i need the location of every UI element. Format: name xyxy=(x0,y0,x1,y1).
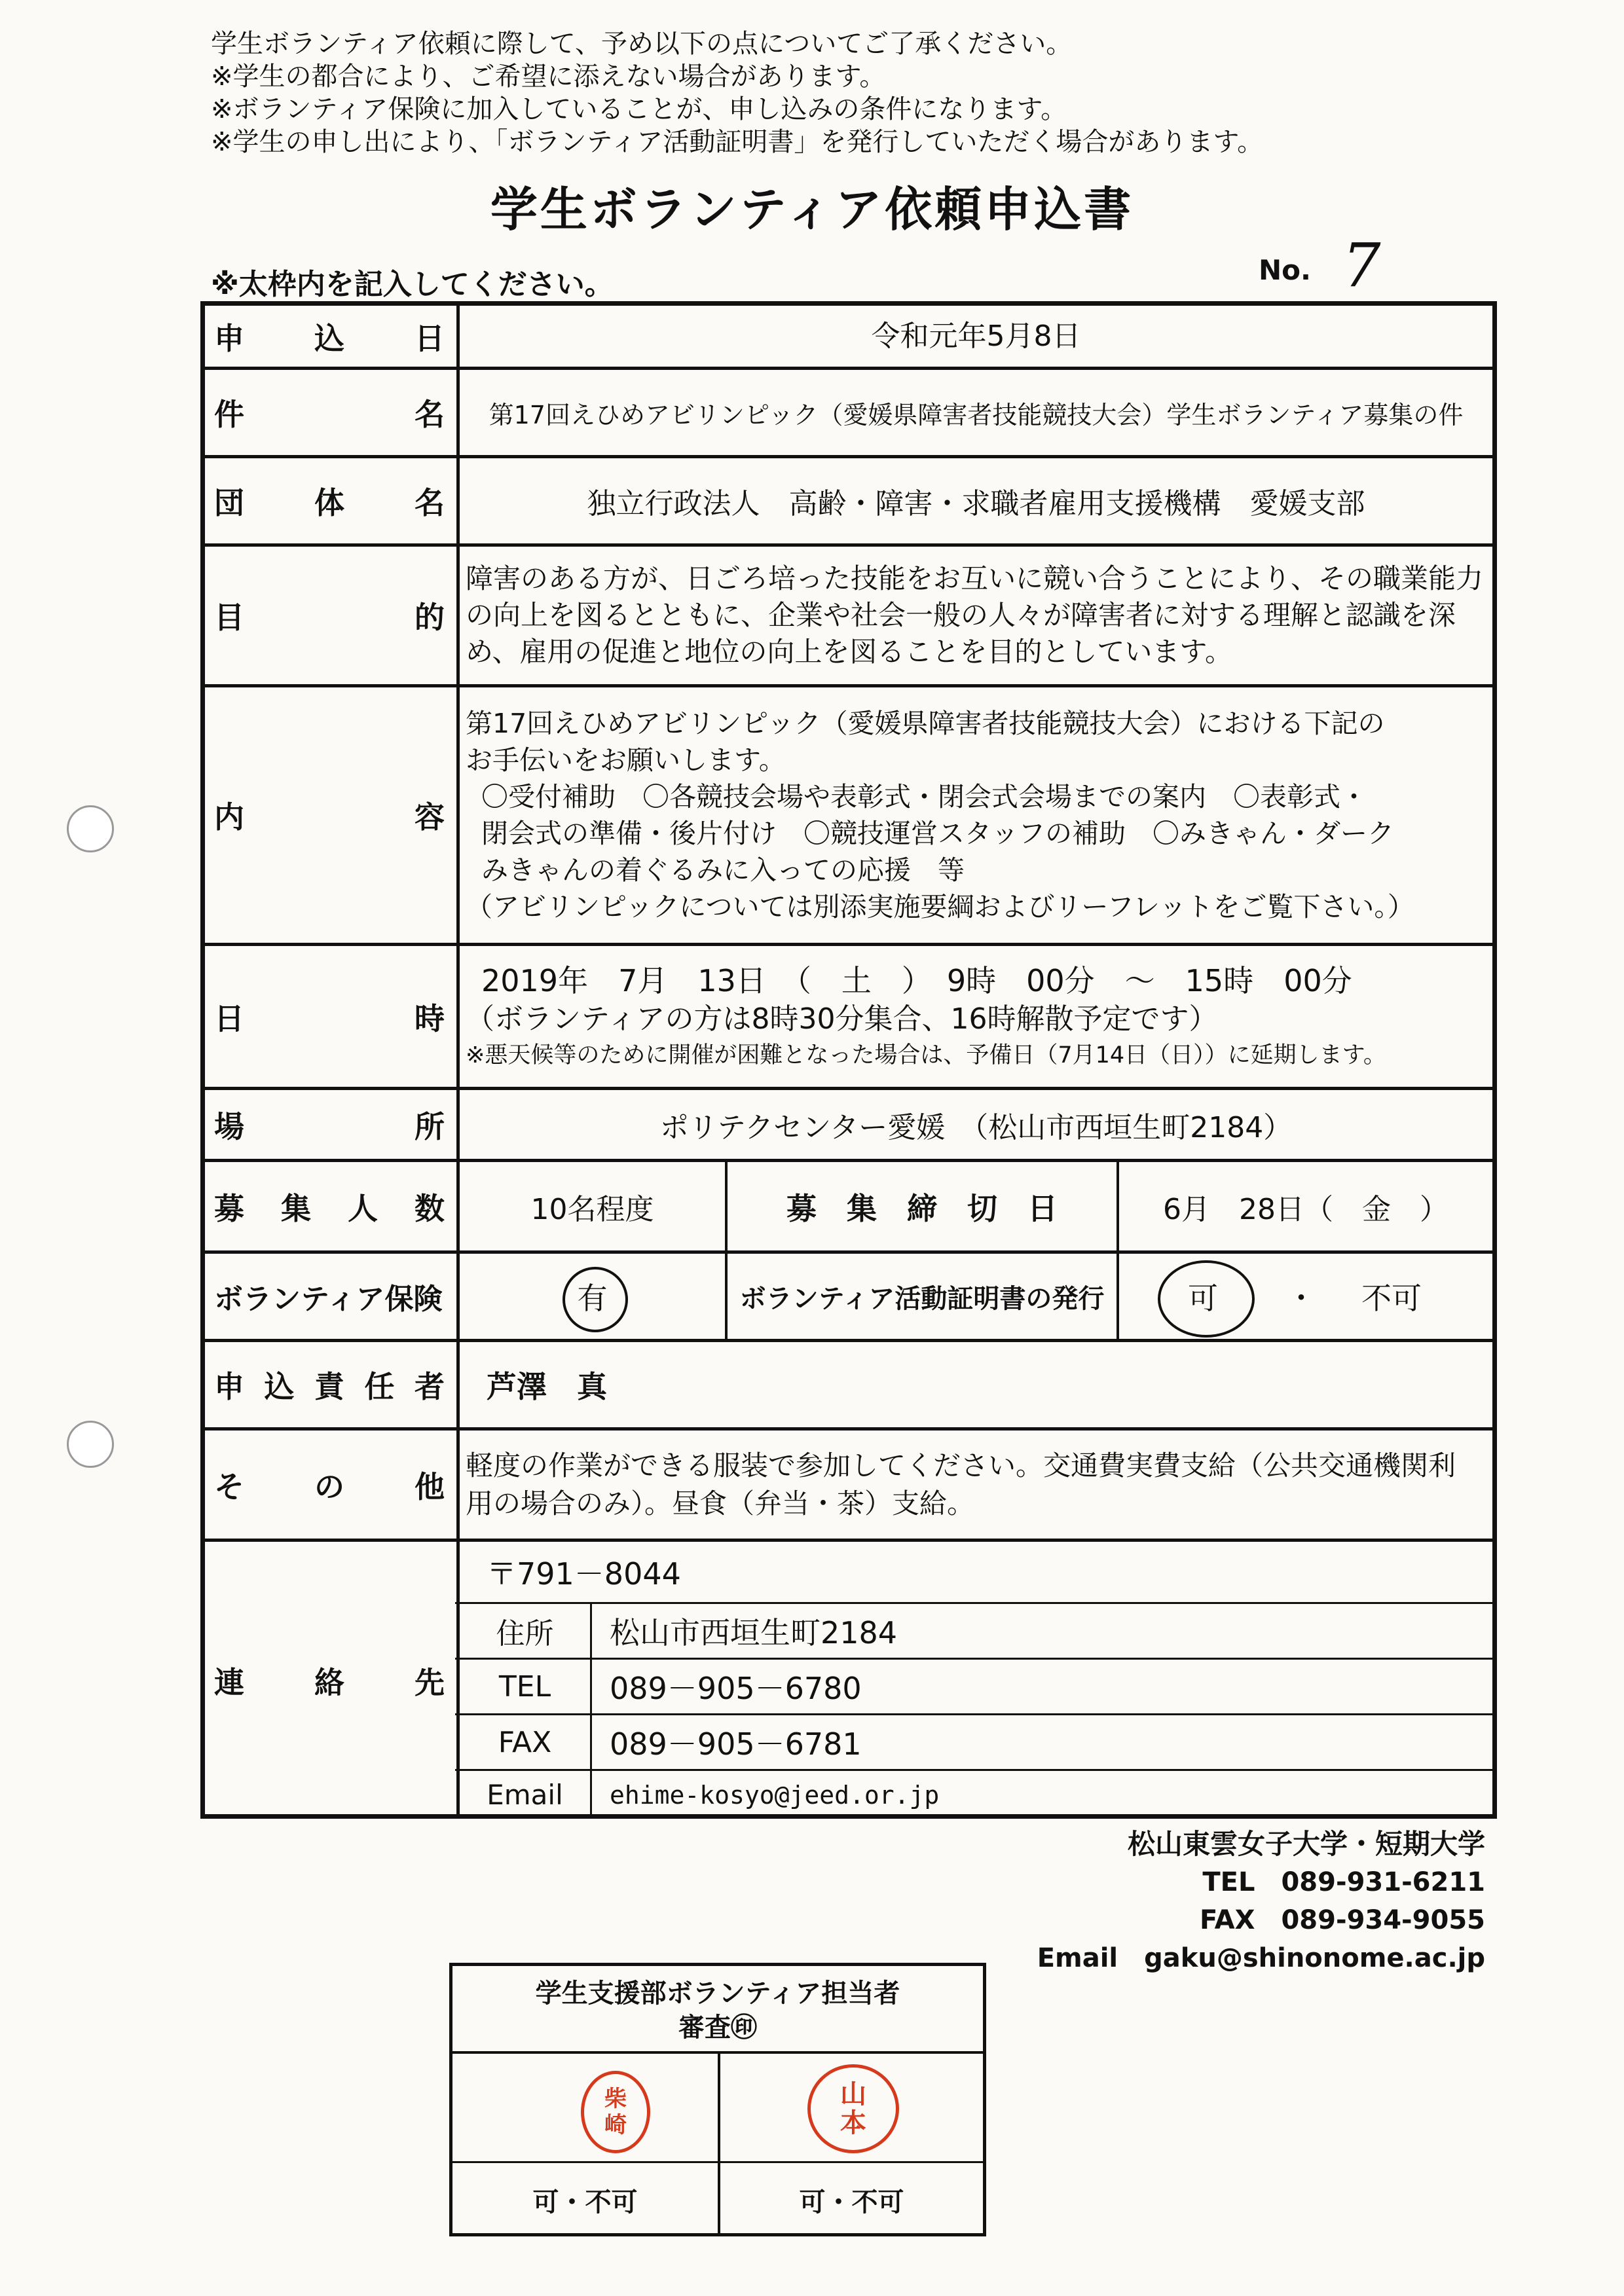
label-organization: 団 体 名 xyxy=(214,485,445,520)
contact-postal: 〒791－8044 xyxy=(487,1556,681,1592)
approval-box xyxy=(449,1963,986,2236)
datetime-line: ※悪天候等のために開催が困難となった場合は、予備日（7月14日（日））に延期します。 xyxy=(466,1042,1386,1068)
contact-tel-label: TEL xyxy=(498,1669,551,1704)
certificate-label: ボランティア活動証明書の発行 xyxy=(739,1283,1105,1314)
responsible-value: 芦澤 真 xyxy=(487,1369,607,1404)
recruit-count-value: 10名程度 xyxy=(530,1192,654,1226)
purpose-line: め、雇用の促進と地位の向上を図ることを目的としています。 xyxy=(466,636,1232,668)
purpose-value xyxy=(466,547,1488,684)
deadline-label: 募 集 締 切 日 xyxy=(786,1190,1058,1226)
notes xyxy=(211,27,1263,158)
label-purpose: 目 的 xyxy=(214,600,445,635)
content-value xyxy=(466,687,1488,943)
certificate-sep: ・ xyxy=(1286,1281,1316,1316)
approval-title: 学生支援部ボランティア担当者 xyxy=(535,1978,900,2009)
approval-result-1: 可・不可 xyxy=(532,2187,638,2217)
punch-hole xyxy=(67,1421,114,1468)
university-fax: FAX 089-934-9055 xyxy=(1199,1905,1485,1935)
label-location: 場 所 xyxy=(214,1108,445,1144)
contact-email: ehime-kosyo@jeed.or.jp xyxy=(610,1780,940,1810)
insurance-value: 有 xyxy=(577,1281,608,1316)
contact-address: 松山市西垣生町2184 xyxy=(610,1615,898,1650)
contact-address-label: 住所 xyxy=(496,1617,554,1650)
contact-email-label: Email xyxy=(487,1779,563,1811)
label-responsible: 申 込 責 任 者 xyxy=(214,1369,445,1404)
punch-hole xyxy=(67,805,114,852)
application-date-value: 令和元年5月8日 xyxy=(871,319,1081,353)
instruction: ※太枠内を記入してください。 xyxy=(211,268,614,301)
content-line: 〇受付補助 〇各競技会場や表彰式・閉会式会場までの案内 〇表彰式・ xyxy=(481,781,1367,812)
university-contact xyxy=(1037,1825,1485,1977)
purpose-line: 障害のある方が、日ごろ培った技能をお互いに競い合うことにより、その職業能力 xyxy=(466,562,1484,594)
datetime-line: 2019年 7月 13日 （ 土 ） 9時 00分 ～ 15時 00分 xyxy=(481,962,1352,998)
other-value xyxy=(466,1430,1488,1539)
organization-value: 独立行政法人 高齢・障害・求職者雇用支援機構 愛媛支部 xyxy=(587,487,1365,520)
contact-tel: 089－905－6780 xyxy=(610,1671,862,1706)
certificate-yes: 可 xyxy=(1188,1281,1218,1316)
number-label: No. xyxy=(1259,254,1311,286)
certificate-circle-mark xyxy=(1158,1260,1255,1338)
content-line: 第17回えひめアビリンピック（愛媛県障害者技能競技大会）における下記の xyxy=(466,708,1385,739)
number-value: 7 xyxy=(1342,230,1381,301)
label-insurance: ボランティア保険 xyxy=(214,1283,443,1316)
label-subject: 件 名 xyxy=(214,397,445,432)
content-line: （アビリンピックについては別添実施要綱およびリーフレットをご覧下さい。） xyxy=(466,891,1414,922)
approval-result-2: 可・不可 xyxy=(799,2187,904,2217)
university-name: 松山東雲女子大学・短期大学 xyxy=(1127,1828,1485,1860)
approval-seal-1: 柴崎 xyxy=(581,2071,650,2153)
contact-fax-label: FAX xyxy=(498,1725,552,1759)
note-line: ※学生の都合により、ご希望に添えない場合があります。 xyxy=(211,62,886,92)
other-line: 用の場合のみ）。昼食（弁当・茶）支給。 xyxy=(466,1487,975,1520)
datetime-value xyxy=(466,946,1488,1087)
note-line: ※学生の申し出により、「ボランティア活動証明書」を発行していただく場合があります。 xyxy=(211,127,1264,157)
certificate-no: 不可 xyxy=(1361,1281,1422,1316)
subject-value: 第17回えひめアビリンピック（愛媛県障害者技能競技大会）学生ボランティア募集の件 xyxy=(489,400,1464,429)
note-line: 学生ボランティア依頼に際して、予め以下の点についてご了承ください。 xyxy=(211,29,1073,59)
insurance-circle-mark xyxy=(563,1267,628,1332)
purpose-line: の向上を図るとともに、企業や社会一般の人々が障害者に対する理解と認識を深 xyxy=(466,599,1456,631)
label-other: そ の 他 xyxy=(214,1468,445,1504)
datetime-line: （ボランティアの方は8時30分集合、16時解散予定です） xyxy=(466,1002,1218,1036)
content-line: お手伝いをお願いします。 xyxy=(466,744,786,776)
university-tel: TEL 089-931-6211 xyxy=(1202,1867,1485,1897)
deadline-value: 6月 28日（ 金 ） xyxy=(1163,1192,1449,1226)
content-line: 閉会式の準備・後片付け 〇競技運営スタッフの補助 〇みきゃん・ダーク xyxy=(481,818,1394,849)
note-line: ※ボランティア保険に加入していることが、申し込みの条件になります。 xyxy=(211,94,1067,124)
university-email: Email gaku@shinonome.ac.jp xyxy=(1037,1943,1485,1973)
other-line: 軽度の作業ができる服装で参加してください。交通費実費支給（公共交通機関利 xyxy=(466,1449,1456,1482)
content-line: みきゃんの着ぐるみに入っての応援 等 xyxy=(481,854,965,886)
label-application-date: 申 込 日 xyxy=(214,320,445,356)
approval-seal-2: 山本 xyxy=(807,2064,899,2153)
contact-fax: 089－905－6781 xyxy=(610,1726,862,1762)
label-contact: 連 絡 先 xyxy=(214,1664,445,1700)
label-recruit-count: 募 集 人 数 xyxy=(214,1190,445,1226)
application-form xyxy=(200,301,1497,1819)
approval-subtitle: 審査㊞ xyxy=(678,2013,757,2043)
page-title: 学生ボランティア依頼申込書 xyxy=(490,182,1134,237)
label-datetime: 日 時 xyxy=(214,1000,445,1036)
label-content: 内 容 xyxy=(214,799,445,835)
location-value: ポリテクセンター愛媛 （松山市西垣生町2184） xyxy=(659,1110,1293,1144)
